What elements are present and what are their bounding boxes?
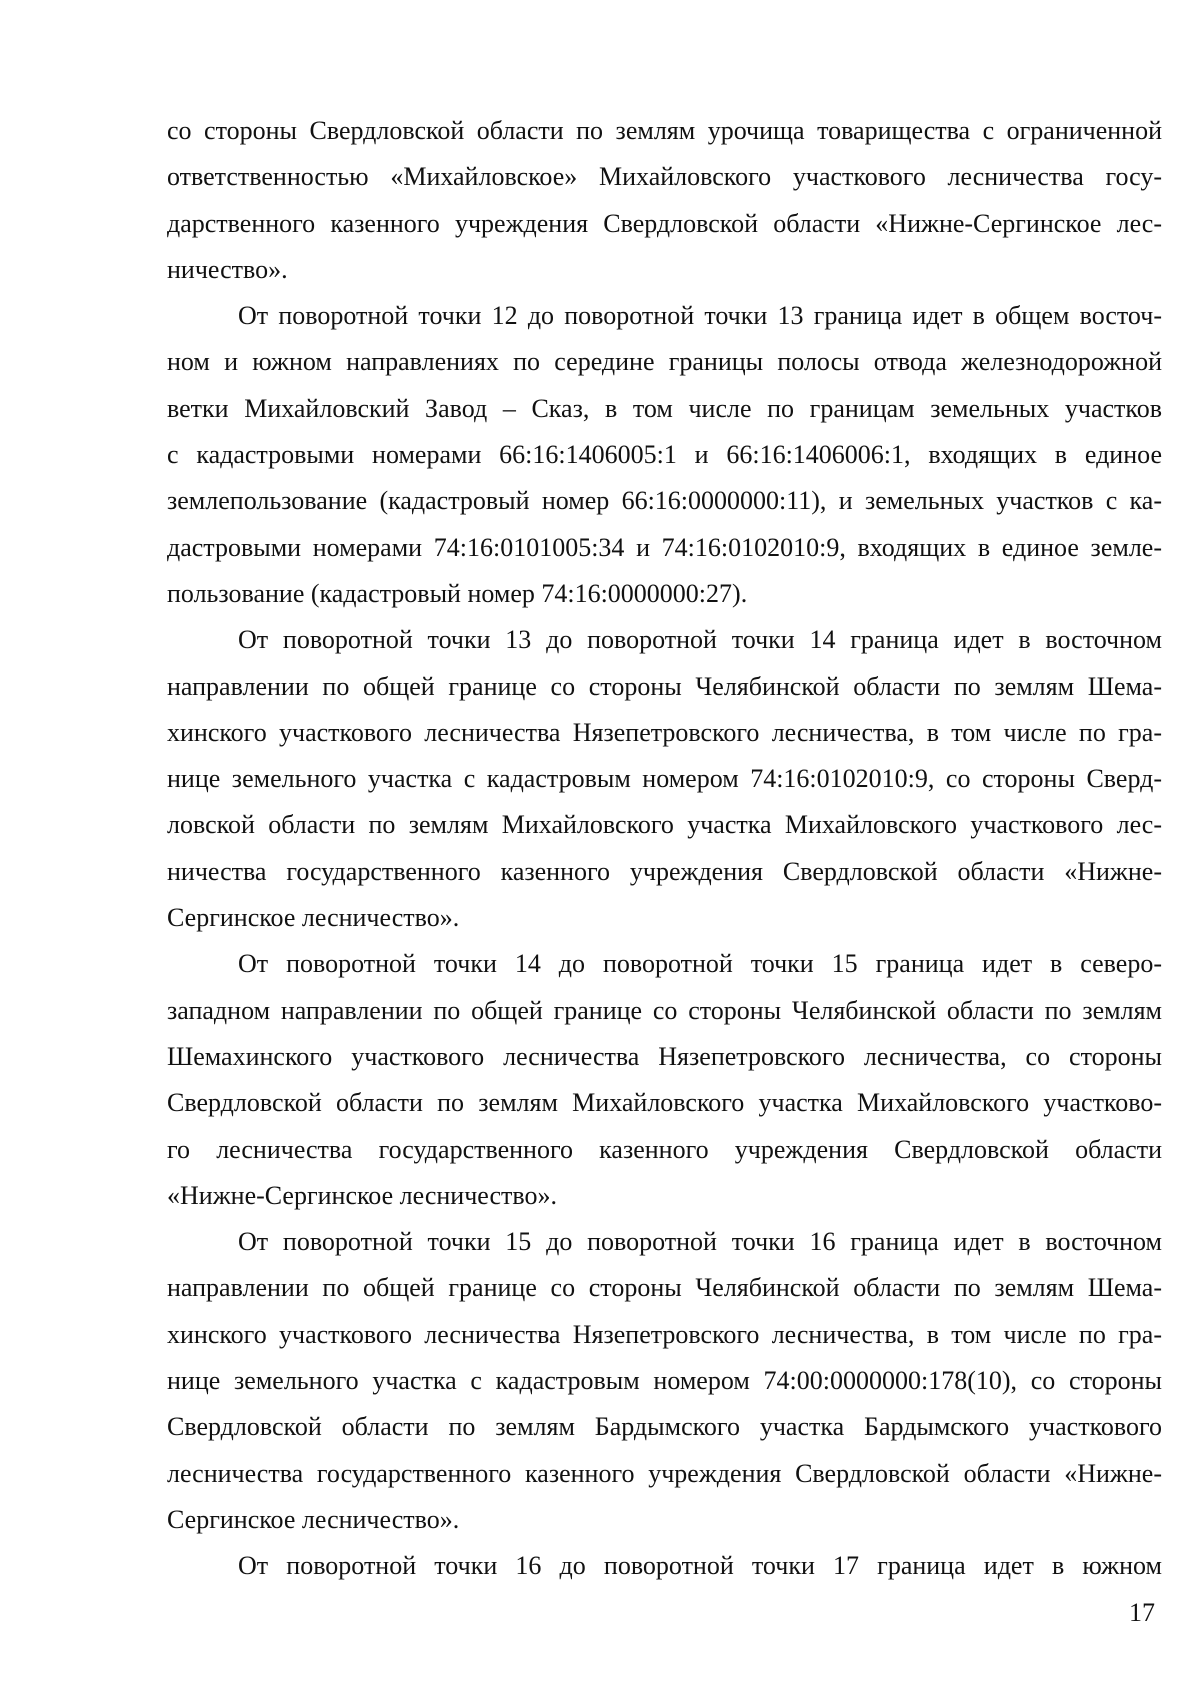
paragraph-line: нице земельного участка с кадастровым номером 74:16:0102010:9, со стороны Сверд-: [167, 764, 1162, 794]
paragraph-line: го лесничества государственного казенного учреждения Свердловской области: [167, 1134, 1162, 1164]
paragraph-line: От поворотной точки 14 до поворотной точки 15 граница идет в северо-: [238, 949, 1162, 979]
document-body: [167, 108, 1162, 1590]
paragraph-line: ничества государственного казенного учреждения Свердловской области «Нижне-: [167, 856, 1162, 886]
paragraph-line: со стороны Свердловской области по землям урочища товарищества с ограниченной: [167, 116, 1162, 145]
paragraph-line: ветки Михайловский Завод – Сказ, в том числе по границам земельных участков: [167, 393, 1162, 423]
paragraph-line: От поворотной точки 12 до поворотной точки 13 граница идет в общем восточ-: [238, 301, 1162, 331]
page-number: 17: [1129, 1598, 1155, 1627]
paragraph-line: Свердловской области по землям Михайловского участка Михайловского участково-: [167, 1088, 1162, 1118]
paragraph-line: направлении по общей границе со стороны Челябинской области по землям Шема-: [167, 1273, 1162, 1303]
paragraph-line: ном и южном направлениях по середине границы полосы отвода железнодорожной: [167, 347, 1162, 377]
paragraph-line: хинского участкового лесничества Нязепетровского лесничества, в том числе по гра-: [167, 717, 1162, 747]
paragraph-line: с кадастровыми номерами 66:16:1406005:1 и 66:16:1406006:1, входящих в единое: [167, 440, 1162, 470]
paragraph-line: лесничества государственного казенного учреждения Свердловской области «Нижне-: [167, 1458, 1162, 1488]
paragraph-line: направлении по общей границе со стороны Челябинской области по землям Шема-: [167, 671, 1162, 701]
paragraph-line: «Нижне-Сергинское лесничество».: [167, 1180, 557, 1210]
paragraph-line: От поворотной точки 16 до поворотной точки 17 граница идет в южном: [238, 1551, 1162, 1581]
paragraph-line: ничество».: [167, 254, 288, 284]
paragraph-line: ловской области по землям Михайловского участка Михайловского участкового лес-: [167, 810, 1162, 840]
paragraph-line: дастровыми номерами 74:16:0101005:34 и 74:16:0102010:9, входящих в единое земле-: [167, 532, 1162, 562]
paragraph-line: дарственного казенного учреждения Свердловской области «Нижне-Сергинское лес-: [167, 208, 1162, 238]
paragraph-line: От поворотной точки 15 до поворотной точки 16 граница идет в восточном: [238, 1227, 1162, 1257]
paragraph-line: Сергинское лесничество».: [167, 1504, 460, 1534]
paragraph-line: Сергинское лесничество».: [167, 903, 460, 933]
paragraph-line: Свердловской области по землям Бардымского участка Бардымского участкового: [167, 1412, 1162, 1442]
paragraph-line: западном направлении по общей границе со стороны Челябинской области по землям: [167, 995, 1162, 1025]
paragraph-line: Шемахинского участкового лесничества Нязепетровского лесничества, со стороны: [167, 1041, 1162, 1071]
paragraph-line: пользование (кадастровый номер 74:16:0000000:27).: [167, 578, 748, 608]
paragraph-line: хинского участкового лесничества Нязепетровского лесничества, в том числе по гра-: [167, 1319, 1162, 1349]
paragraph-line: землепользование (кадастровый номер 66:16:0000000:11), и земельных участков с ка-: [167, 486, 1162, 516]
paragraph-line: нице земельного участка с кадастровым номером 74:00:0000000:178(10), со стороны: [167, 1366, 1162, 1396]
paragraph-line: От поворотной точки 13 до поворотной точки 14 граница идет в восточном: [238, 625, 1162, 655]
paragraph-line: ответственностью «Михайловское» Михайловского участкового лесничества госу-: [167, 162, 1162, 192]
